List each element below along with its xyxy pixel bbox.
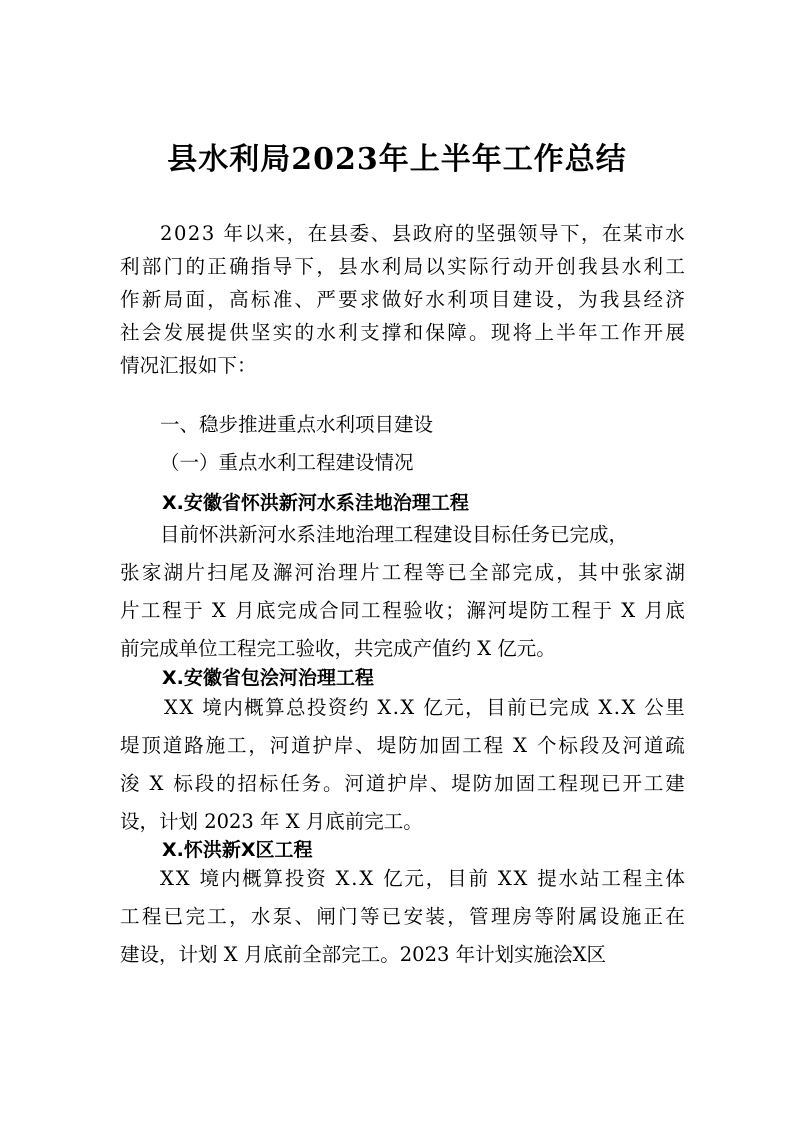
paragraph-line: 工 程 已 完 工 ， 水 泵 、 闸 门 等 已 安 装 ， 管 理 房 等 附 属 设 施 正 在 (120, 905, 685, 928)
subsection-heading: （一）重点水利工程建设情况 (160, 451, 414, 474)
intro-line: 情况汇报如下： (120, 354, 257, 377)
paragraph-line: 堤 顶 道 路 施 工 ， 河 道 护 岸 、 堤 防 加 固 工 程 X 个 标 段 及 河 道 疏 (120, 734, 685, 757)
document-title: 县水利局2023年上半年工作总结 (167, 142, 627, 177)
paragraph-line: X X 境 内 概 算 投 资 X . X 亿 元 ， 目 前 X X 提 水 站 工 程 主 体 (160, 867, 685, 890)
project-heading: X.怀洪新X区工程 (162, 839, 313, 861)
paragraph-line: 设，计划 2023 年 X 月底前完工。 (120, 810, 423, 833)
paragraph-line: 张 家 湖 片 扫 尾 及 澥 河 治 理 片 工 程 等 已 全 部 完 成 ， 其 中 张 家 湖 (120, 561, 685, 584)
paragraph-line: 前完成单位工程完工验收，共完成产值约 X 亿元。 (120, 637, 556, 660)
intro-line: 2 0 2 3 年 以 来 ， 在 县 委 、 县 政 府 的 坚 强 领 导 下 ， 在 某 市 水 (160, 222, 685, 245)
intro-line: 利 部 门 的 正 确 指 导 下 ， 县 水 利 局 以 实 际 行 动 开 创 我 县 水 利 工 (120, 255, 685, 278)
paragraph-line: 浚 X 标 段 的 招 标 任 务 。 河 道 护 岸 、 堤 防 加 固 工 程 现 已 开 工 建 (120, 772, 685, 795)
project-heading: X.安徽省包浍河治理工程 (162, 667, 374, 689)
paragraph-line: 片 工 程 于 X 月 底 完 成 合 同 工 程 验 收 ； 澥 河 堤 防 工 程 于 X 月 底 (120, 599, 685, 622)
paragraph-line: X X 境 内 概 算 总 投 资 约 X . X 亿 元 ， 目 前 已 完 成 X . X 公 里 (164, 696, 685, 719)
project-heading: X.安徽省怀洪新河水系洼地治理工程 (162, 492, 469, 514)
intro-line: 社 会 发 展 提 供 坚 实 的 水 利 支 撑 和 保 障 。 现 将 上 半 年 工 作 开 展 (120, 321, 685, 344)
paragraph-line: 目前怀洪新河水系洼地治理工程建设目标任务已完成， (160, 523, 629, 546)
paragraph-line: 建设，计划 X 月底前全部完工。2023 年计划实施浍X区 (120, 943, 606, 966)
intro-line: 作 新 局 面 ， 高 标 准 、 严 要 求 做 好 水 利 项 目 建 设 ， 为 我 县 经 济 (120, 288, 685, 311)
section-heading: 一、稳步推进重点水利项目建设 (160, 413, 434, 436)
